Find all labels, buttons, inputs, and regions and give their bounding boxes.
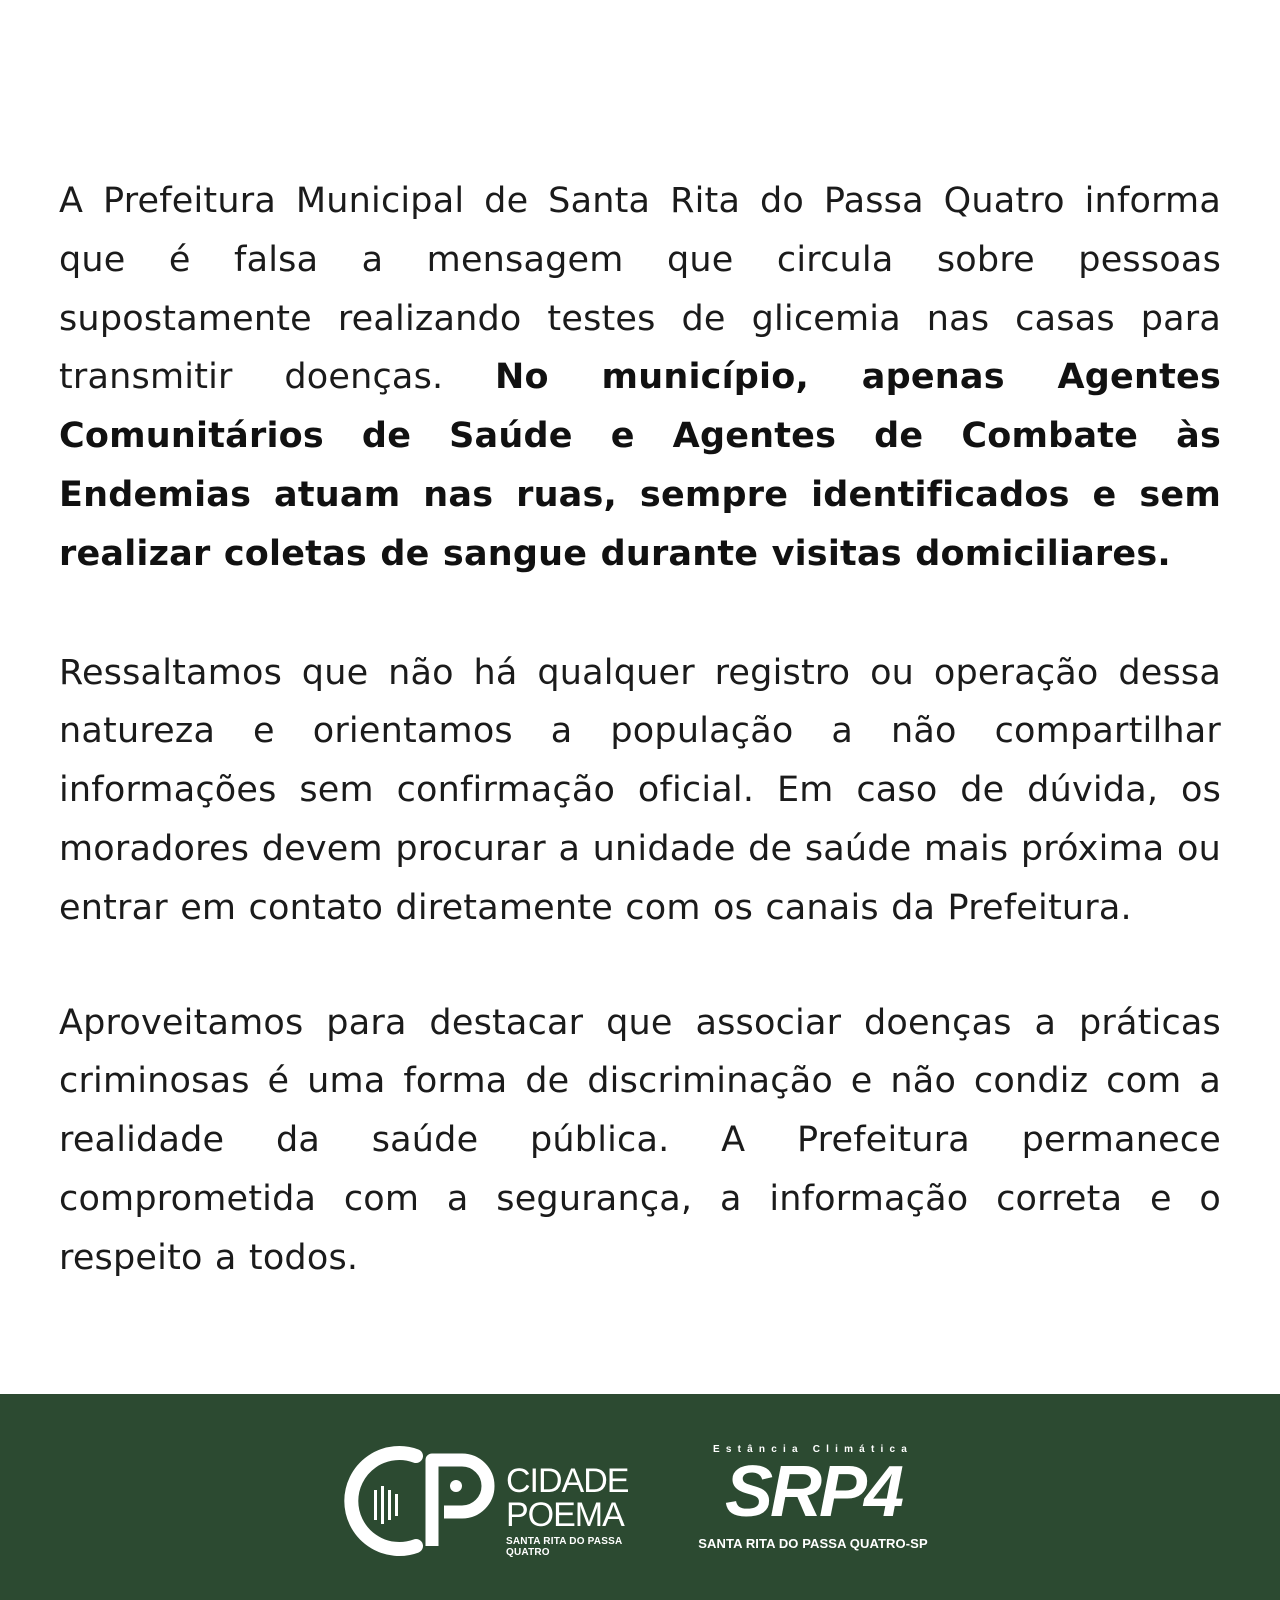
cidade-poema-line-2: POEMA: [506, 1496, 624, 1534]
cidade-poema-wordmark: [506, 1464, 658, 1558]
notice-paragraph-2: Ressaltamos que não há qualquer registro ou operação dessa natureza e orientamos a população a não compartilhar informações sem confirmação oficial. Em caso de dúvida, os moradores devem procurar a unidade de saúde mais próxima ou entrar em contato diretamente com os canais da Prefeitura.: [59, 652, 1221, 928]
footer-banner: [0, 1394, 1280, 1600]
cidade-poema-logo: [338, 1442, 658, 1557]
cidade-poema-line-1: CIDADE: [506, 1462, 629, 1500]
srp4-top-label: Estância Climática: [713, 1444, 913, 1455]
paragraph-1-bold-text: No município, apenas Agentes Comunitários de Saúde e Agentes de Combate às Endemias atuam nas ruas, sempre identificados e sem realizar coletas de sangue durante visitas domiciliares.: [59, 357, 1221, 574]
srp4-wordmark: SRP4: [724, 1452, 902, 1532]
srp4-logo: [682, 1444, 944, 1556]
cidade-poema-subtitle: SANTA RITA DO PASSA QUATRO: [506, 1536, 623, 1558]
paragraph-1-regular-text: A Prefeitura Municipal de Santa Rita do Passa Quatro informa que é falsa a mensagem que circula sobre pessoas supostamente realizando testes de glicemia nas casas para transmitir doenças.: [59, 181, 1221, 398]
notice-paragraph-3: Aproveitamos para destacar que associar doenças a práticas criminosas é uma forma de discriminação e não condiz com a realidade da saúde pública. A Prefeitura permanece comprometida com a segurança, a informação correta e o respeito a todos.: [59, 1002, 1221, 1278]
cidade-poema-monogram-icon: [338, 1442, 508, 1557]
srp4-subtitle: SANTA RITA DO PASSA QUATRO-SP: [698, 1536, 928, 1551]
notice-body: [59, 172, 1221, 1288]
notice-paragraph-1: [59, 172, 1221, 584]
